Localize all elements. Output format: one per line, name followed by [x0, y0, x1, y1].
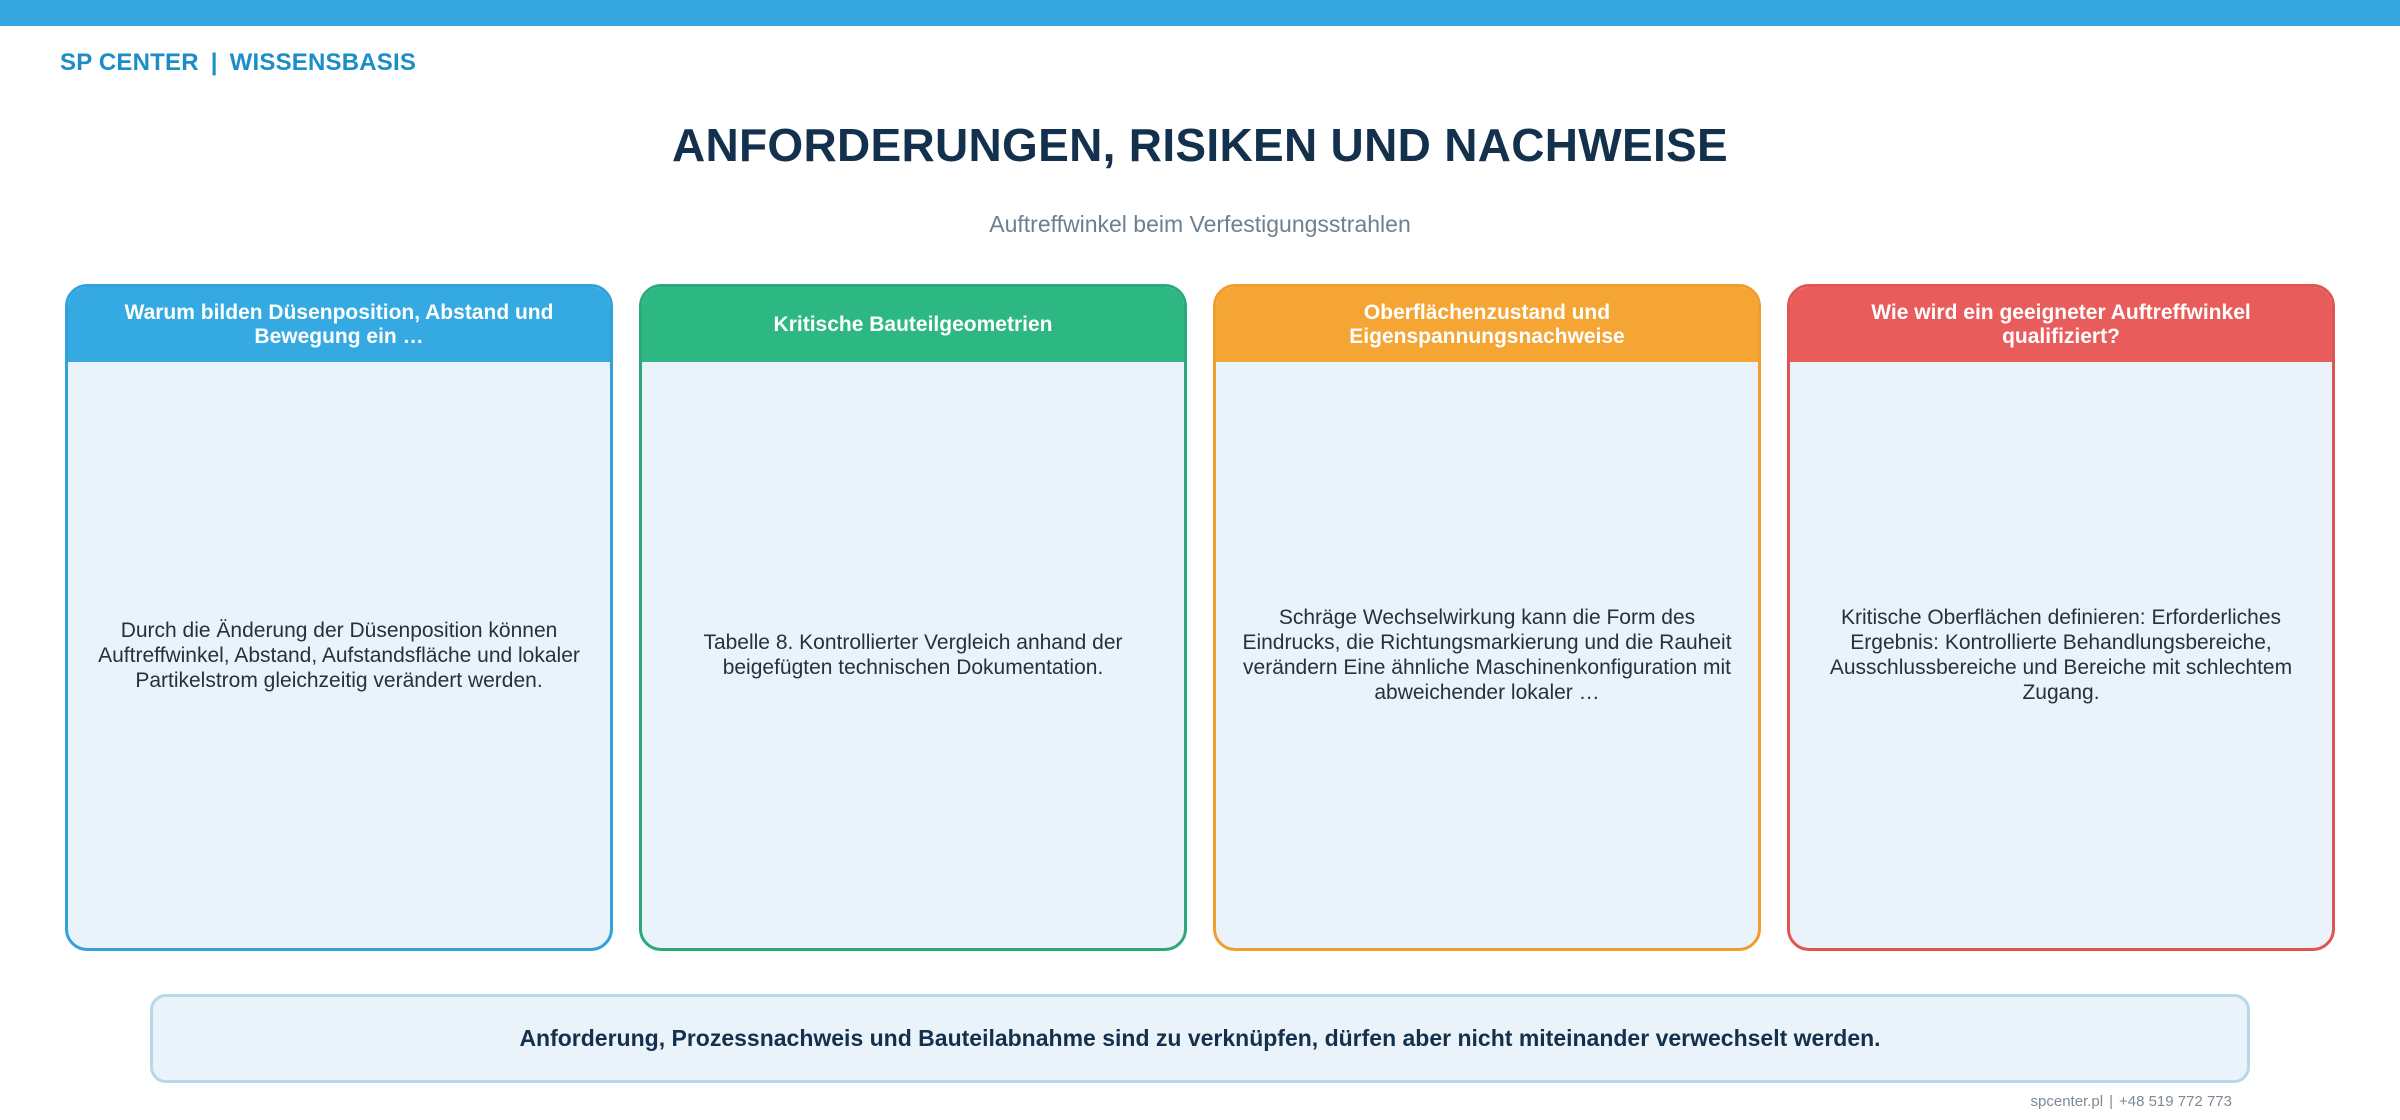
card-body [642, 362, 1184, 948]
card-title: Oberflächenzustand und Eigenspannungsnachweise [1349, 300, 1625, 348]
contact-line [2031, 1093, 2232, 1110]
brand-header [60, 49, 416, 77]
card-nozzle-position [65, 284, 613, 951]
card-header [68, 287, 610, 362]
phone-number[interactable]: +48 519 772 773 [2118, 1093, 2232, 1110]
brand-section: WISSENSBASIS [229, 49, 417, 76]
card-title: Wie wird ein geeigneter Auftreffwinkel qualifiziert? [1871, 300, 2251, 348]
card-header [1790, 287, 2332, 362]
contact-separator: | [2109, 1093, 2113, 1110]
card-text: Durch die Änderung der Düsenposition können Auftreffwinkel, Abstand, Aufstandsfläche und lokaler Partikelstrom gleichzeitig verändert werden. [98, 618, 580, 692]
summary-note-box [150, 994, 2250, 1083]
card-text: Tabelle 8. Kontrollierter Vergleich anhand der beigefügten technischen Dokumentation. [703, 631, 1123, 679]
top-accent-bar [0, 0, 2400, 26]
brand-separator: | [210, 49, 218, 76]
card-title: Kritische Bauteilgeometrien [773, 312, 1053, 336]
website-link[interactable]: spcenter.pl [2030, 1093, 2104, 1110]
brand-name: SP CENTER [60, 49, 199, 76]
card-text: Kritische Oberflächen definieren: Erforderliches Ergebnis: Kontrollierte Behandlungsbereiche, Ausschlussbereiche und Bereiche mit schlechtem Zugang. [1829, 606, 2293, 704]
summary-note: Anforderung, Prozessnachweis und Bauteilabnahme sind zu verknüpfen, dürfen aber nicht miteinander verwechselt werden. [519, 1025, 1881, 1051]
card-header [642, 287, 1184, 362]
card-text: Schräge Wechselwirkung kann die Form des Eindrucks, die Richtungsmarkierung und die Rauheit verändern Eine ähnliche Maschinenkonfiguration mit abweichender lokaler … [1242, 606, 1732, 704]
card-body [1216, 362, 1758, 948]
page-title: ANFORDERUNGEN, RISIKEN UND NACHWEISE [671, 119, 1729, 171]
card-body [68, 362, 610, 948]
card-title: Warum bilden Düsenposition, Abstand und Bewegung ein … [124, 300, 554, 348]
card-critical-geometries [639, 284, 1187, 951]
card-qualification [1787, 284, 2335, 951]
card-body [1790, 362, 2332, 948]
card-surface-condition [1213, 284, 1761, 951]
page-subtitle: Auftreffwinkel beim Verfestigungsstrahlen [989, 211, 1411, 237]
card-header [1216, 287, 1758, 362]
